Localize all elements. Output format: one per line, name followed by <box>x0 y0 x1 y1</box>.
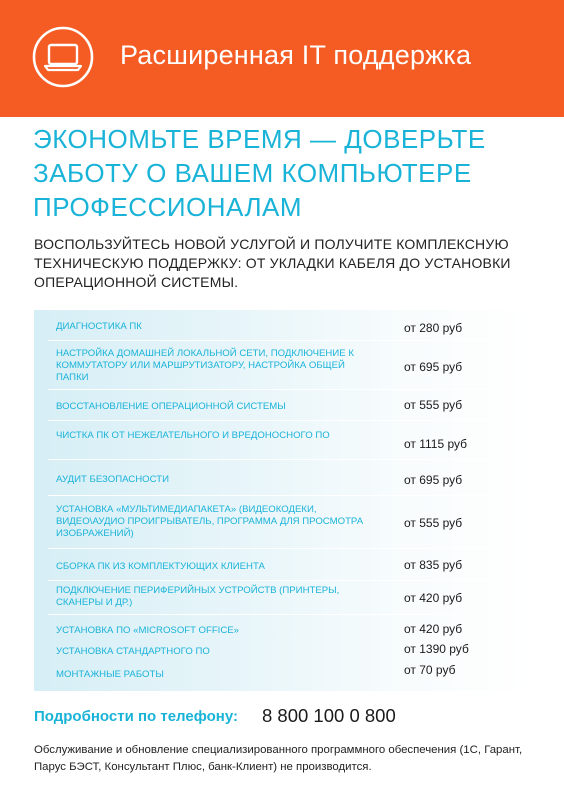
service-price: от 280 руб <box>404 321 463 335</box>
service-name: УСТАНОВКА СТАНДАРТНОГО ПО <box>56 646 210 657</box>
service-name: СБОРКА ПК ИЗ КОМПЛЕКТУЮЩИХ КЛИЕНТА <box>56 561 265 572</box>
intro-text: ВОСПОЛЬЗУЙТЕСЬ НОВОЙ УСЛУГОЙ И ПОЛУЧИТЕ КОМПЛЕКСНУЮ ТЕХНИЧЕСКУЮ ПОДДЕРЖКУ: ОТ УКЛАДКИ КАБЕЛЯ ДО УСТАНОВКИ ОПЕРАЦИОННОЙ СИСТЕМЫ. <box>34 236 511 290</box>
row-divider <box>48 459 518 460</box>
row-divider <box>48 614 518 615</box>
contact-label: Подробности по телефону: <box>34 708 239 725</box>
service-price: от 420 руб <box>404 622 463 636</box>
headline: ЭКОНОМЬТЕ ВРЕМЯ — ДОВЕРЬТЕ ЗАБОТУ О ВАШЕМ КОМПЬЮТЕРЕ ПРОФЕССИОНАЛАМ <box>33 124 486 222</box>
service-price: от 695 руб <box>404 473 463 487</box>
service-price: от 1390 руб <box>404 642 469 656</box>
row-divider <box>48 580 518 581</box>
header-title: Расширенная IT поддержка <box>120 40 472 70</box>
row-divider <box>48 495 518 496</box>
phone-number[interactable]: 8 800 100 0 800 <box>262 705 396 726</box>
service-name: ВОССТАНОВЛЕНИЕ ОПЕРАЦИОННОЙ СИСТЕМЫ <box>56 401 286 412</box>
service-price: от 555 руб <box>404 516 463 530</box>
header-banner <box>0 0 564 117</box>
row-divider <box>48 420 518 421</box>
service-price: от 835 руб <box>404 558 463 572</box>
service-name: УСТАНОВКА «МУЛЬТИМЕДИАПАКЕТА» (ВИДЕОКОДЕКИ, ВИДЕО\АУДИО ПРОИГРЫВАТЕЛЬ, ПРОГРАММА ДЛЯ ПРОСМОТРА ИЗОБРАЖЕНИЙ) <box>56 504 364 539</box>
service-price: от 695 руб <box>404 360 463 374</box>
service-price: от 420 руб <box>404 591 463 605</box>
service-name: ДИАГНОСТИКА ПК <box>56 321 142 332</box>
service-name: МОНТАЖНЫЕ РАБОТЫ <box>56 669 164 680</box>
row-divider <box>48 548 518 549</box>
service-price: от 1115 руб <box>404 437 468 451</box>
row-divider <box>48 340 518 341</box>
service-price: от 70 руб <box>404 663 456 677</box>
service-name: ЧИСТКА ПК ОТ НЕЖЕЛАТЕЛЬНОГО И ВРЕДОНОСНОГО ПО <box>56 430 330 441</box>
price-list <box>34 310 530 691</box>
service-price: от 555 руб <box>404 398 463 412</box>
service-name: ПОДКЛЮЧЕНИЕ ПЕРИФЕРИЙНЫХ УСТРОЙСТВ (ПРИНТЕРЫ, СКАНЕРЫ И ДР.) <box>56 585 340 608</box>
service-name: НАСТРОЙКА ДОМАШНЕЙ ЛОКАЛЬНОЙ СЕТИ, ПОДКЛЮЧЕНИЕ К КОММУТАТОРУ ИЛИ МАРШРУТИЗАТОРУ, НАСТРОЙКА ОБЩЕЙ ПАПКИ <box>56 348 354 383</box>
footnote: Обслуживание и обновление специализированного программного обеспечения (1С, Гарант, Парус БЭСТ, Консультант Плюс, банк-Клиент) не производится. <box>34 744 523 773</box>
laptop-icon <box>32 26 94 88</box>
service-name: АУДИТ БЕЗОПАСНОСТИ <box>56 474 169 485</box>
row-divider <box>48 389 518 390</box>
service-name: УСТАНОВКА ПО «MICROSOFT OFFICE» <box>56 625 240 636</box>
